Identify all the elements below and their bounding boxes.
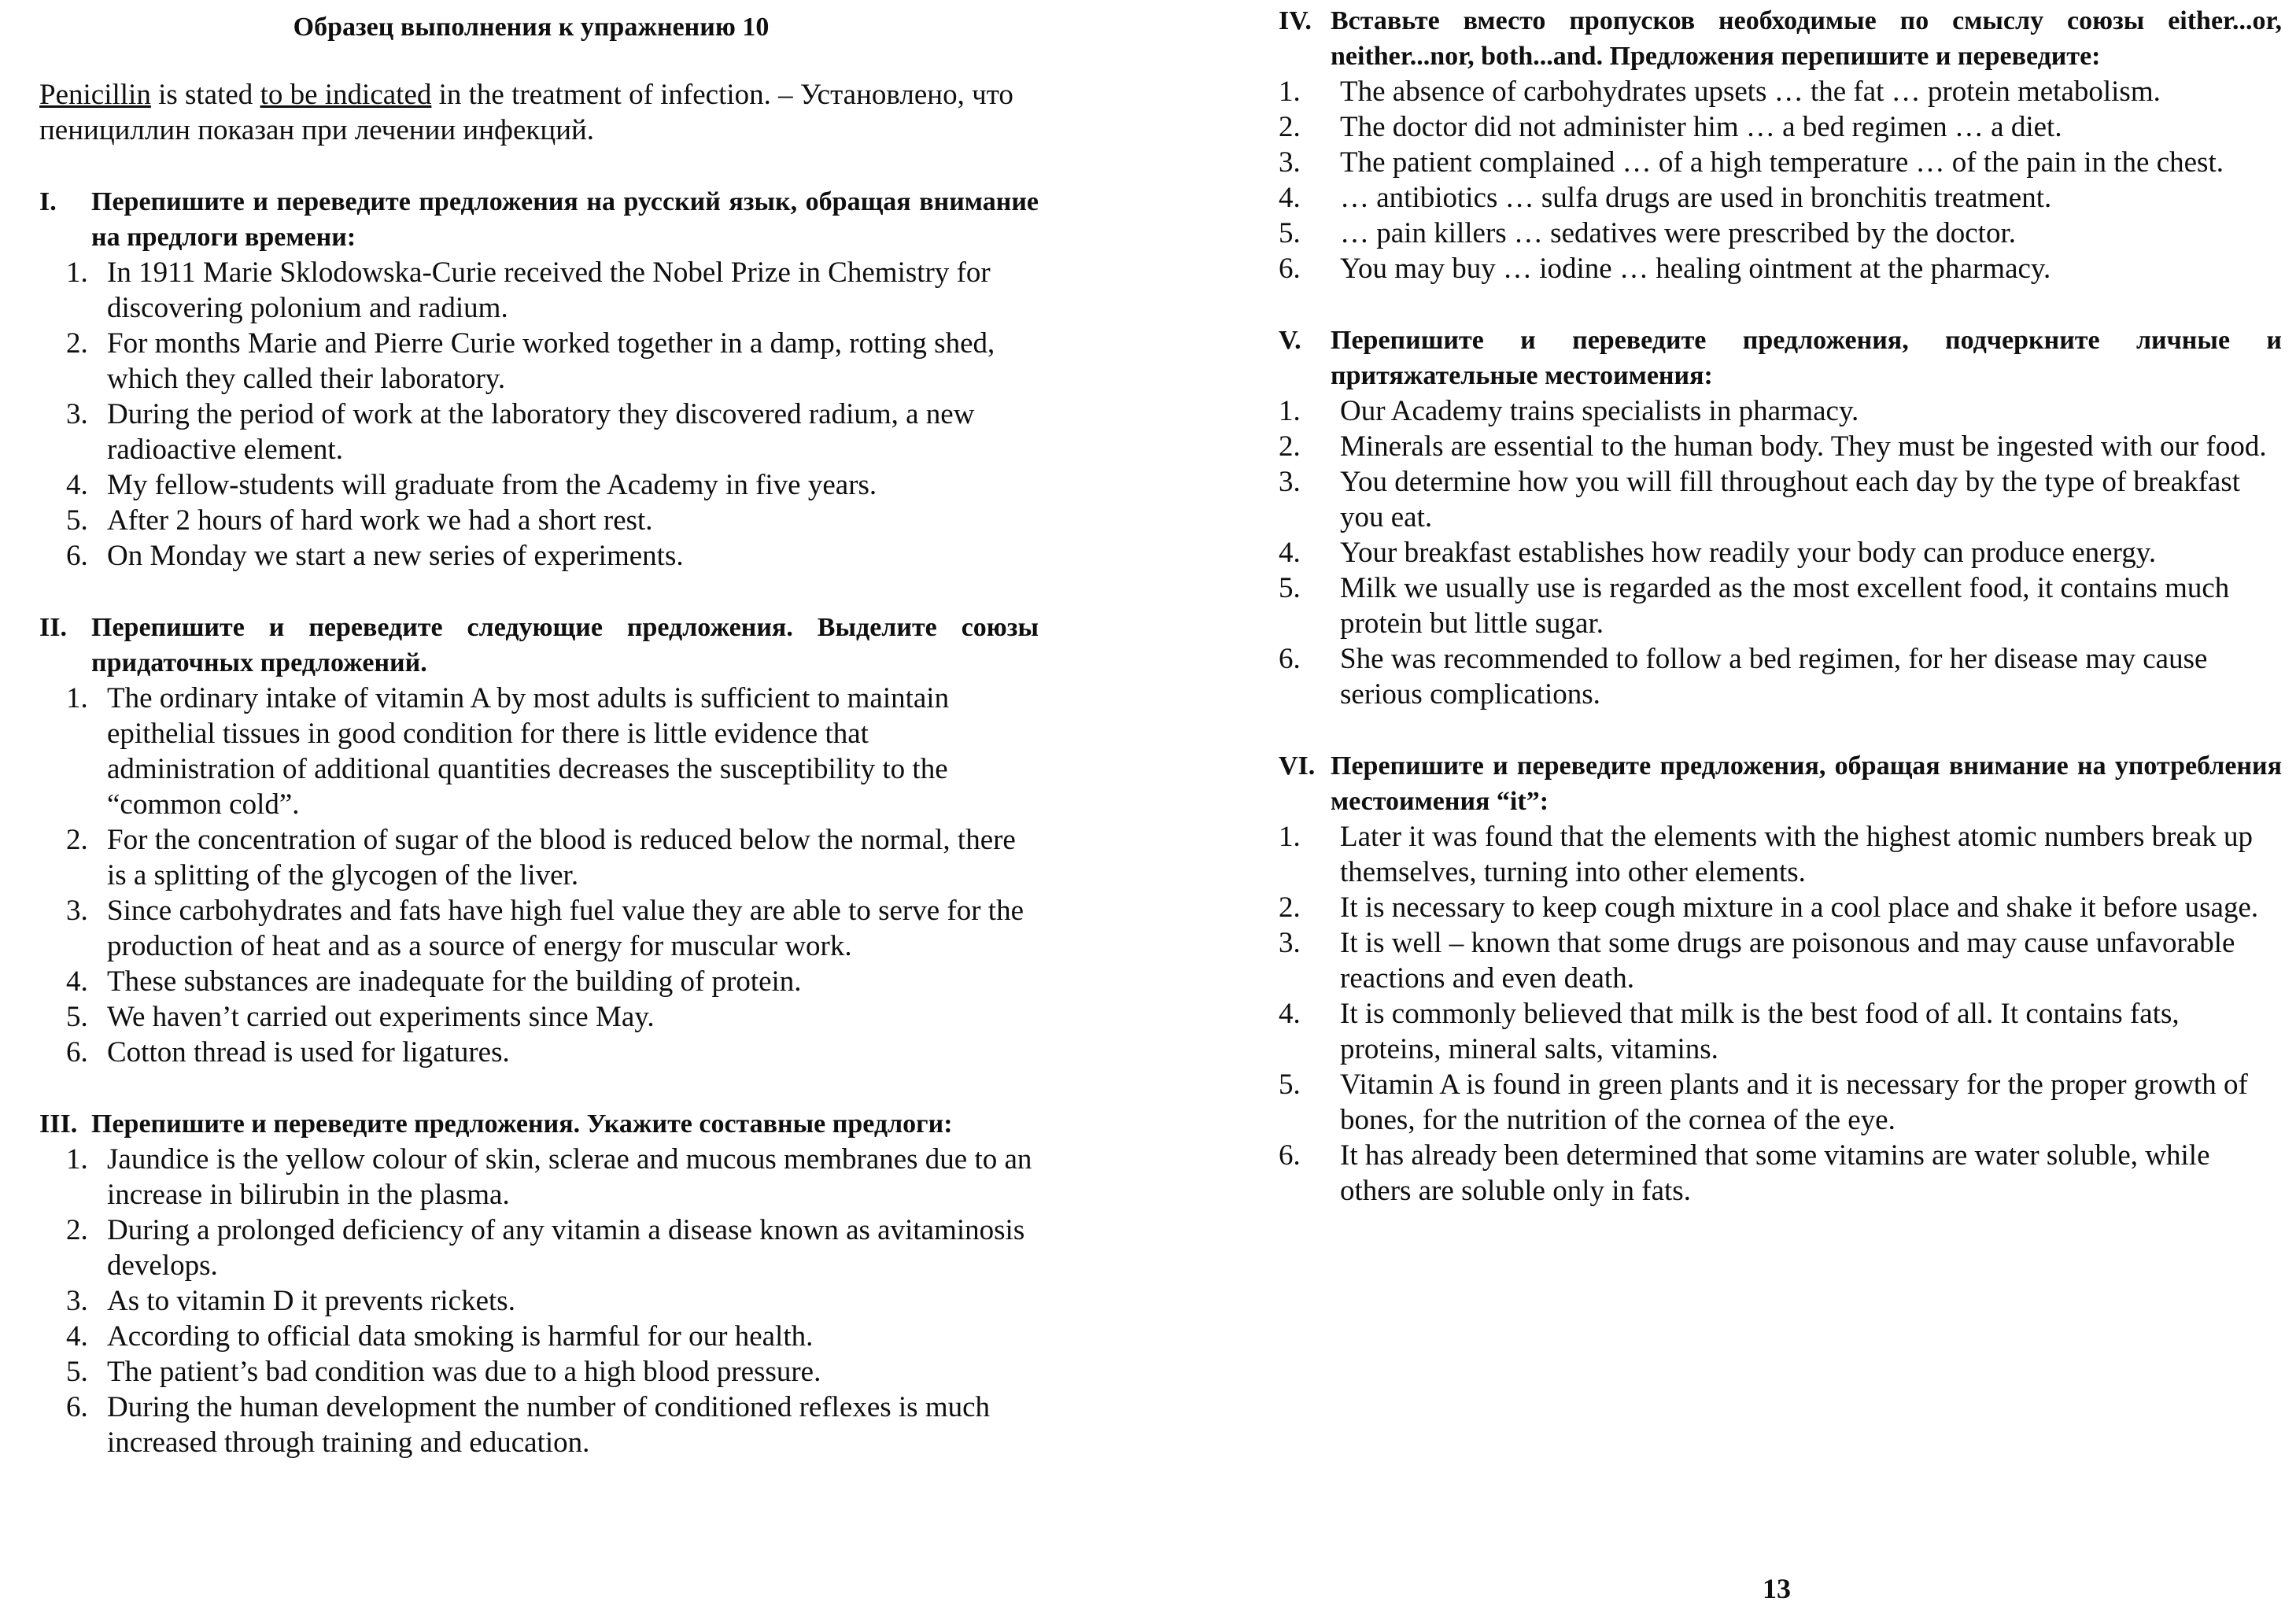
item-text: After 2 hours of hard work we had a short rest. — [107, 504, 653, 537]
sample-text-part: is stated — [150, 79, 260, 111]
exercise-item — [1279, 109, 2282, 145]
item-text: For months Marie and Pierre Curie worked together in a damp, rotting shed, which they called their laboratory. — [107, 327, 995, 395]
item-text: Milk we usually use is regarded as the most excellent food, it contains much protein but little sugar. — [1340, 572, 2230, 640]
exercise-item — [39, 681, 1039, 822]
exercise-item — [39, 893, 1039, 964]
item-number: 5. — [1279, 572, 1301, 604]
item-text: It is necessary to keep cough mixture in a cool place and shake it before usage. — [1340, 891, 2259, 924]
item-number: 3. — [66, 398, 88, 430]
exercise-item — [1279, 1138, 2282, 1209]
item-number: 4. — [66, 965, 88, 998]
item-number: 6. — [66, 1036, 88, 1069]
exercise-item — [39, 999, 1039, 1035]
exercise-instruction: Перепишите и переведите предложения, подчеркните личные и притяжательные местоимения: — [1331, 326, 2282, 390]
exercise-item — [1279, 464, 2282, 535]
item-number: 5. — [66, 1001, 88, 1033]
item-text: … antibiotics … sulfa drugs are used in bronchitis treatment. — [1340, 182, 2052, 214]
page-number: 13 — [1763, 1573, 1791, 1604]
exercise-item — [1279, 535, 2282, 570]
sample-example — [39, 77, 1039, 148]
item-number: 5. — [1279, 1069, 1301, 1101]
exercise-section-4 — [1279, 3, 2282, 286]
item-text: Jaundice is the yellow colour of skin, sclerae and mucous membranes due to an increase in bilirubin in the plasma. — [107, 1143, 1032, 1211]
exercise-numeral: I. — [39, 187, 57, 216]
item-text: Our Academy trains specialists in pharmacy. — [1340, 395, 1859, 427]
item-text: During the human development the number of conditioned reflexes is much increased through training and education. — [107, 1391, 991, 1459]
item-number: 1. — [1279, 76, 1301, 108]
exercise-item — [39, 1283, 1039, 1319]
exercise-instruction: Перепишите и переведите предложения, обращая внимание на употребления местоимения “it”: — [1331, 751, 2282, 816]
exercise-section-6 — [1279, 748, 2282, 1209]
item-text: Vitamin A is found in green plants and it is necessary for the proper growth of bones, for the nutrition of the cornea of the eye. — [1340, 1069, 2248, 1136]
exercise-instruction: Перепишите и переведите предложения. Укажите составные предлоги: — [91, 1109, 953, 1139]
exercise-item — [39, 1213, 1039, 1283]
item-text: Minerals are essential to the human body. They must be ingested with our food. — [1340, 430, 2267, 463]
exercise-numeral: III. — [39, 1109, 78, 1139]
item-number: 2. — [1279, 430, 1301, 463]
item-text: It is commonly believed that milk is the best food of all. It contains fats, proteins, mineral salts, vitamins. — [1340, 998, 2180, 1065]
item-text: You may buy … iodine … healing ointment at the pharmacy. — [1340, 253, 2051, 285]
exercise-item — [1279, 180, 2282, 216]
exercise-numeral: II. — [39, 613, 67, 642]
item-number: 1. — [1279, 395, 1301, 427]
item-text: Since carbohydrates and fats have high fuel value they are able to serve for the production of heat and as a source of energy for muscular work. — [107, 895, 1024, 962]
exercise-item — [39, 1390, 1039, 1460]
item-text: According to official data smoking is harmful for our health. — [107, 1320, 814, 1353]
item-text: … pain killers … sedatives were prescribed by the doctor. — [1340, 217, 2016, 249]
item-number: 4. — [66, 1320, 88, 1353]
item-number: 6. — [66, 540, 88, 572]
item-number: 4. — [1279, 998, 1301, 1030]
item-number: 3. — [1279, 146, 1301, 179]
exercise-item — [39, 467, 1039, 503]
exercise-item — [1279, 890, 2282, 925]
exercise-heading — [1279, 748, 2282, 819]
exercise-item — [39, 538, 1039, 574]
exercise-heading — [39, 184, 1039, 255]
exercise-item — [1279, 74, 2282, 109]
exercise-instruction: Вставьте вместо пропусков необходимые по смыслу союзы either...or, neither...nor, both...and. Предложения перепишите и переведите: — [1331, 6, 2282, 71]
item-number: 1. — [66, 257, 88, 289]
item-number: 4. — [66, 469, 88, 501]
item-number: 5. — [1279, 217, 1301, 249]
exercise-section-2 — [39, 610, 1039, 1070]
exercise-item — [1279, 570, 2282, 641]
exercise-item — [1279, 996, 2282, 1067]
item-number: 6. — [1279, 643, 1301, 675]
exercise-heading — [1279, 323, 2282, 393]
item-text: You determine how you will fill throughout each day by the type of breakfast you eat. — [1340, 466, 2241, 533]
exercise-section-5 — [1279, 323, 2282, 712]
item-text: Your breakfast establishes how readily your body can produce energy. — [1340, 537, 2157, 569]
item-text: We haven’t carried out experiments since May. — [107, 1001, 655, 1033]
right-page — [1279, 0, 2282, 1209]
item-text: Cotton thread is used for ligatures. — [107, 1036, 510, 1069]
exercise-item — [1279, 819, 2282, 890]
exercise-section-3 — [39, 1106, 1039, 1460]
exercise-list — [1279, 819, 2282, 1209]
item-text: The patient complained … of a high temperature … of the pain in the chest. — [1340, 146, 2224, 179]
exercise-heading — [39, 1106, 1039, 1142]
item-text: The patient’s bad condition was due to a high blood pressure. — [107, 1356, 821, 1388]
exercise-numeral: V. — [1279, 326, 1301, 355]
exercise-item — [39, 255, 1039, 326]
exercise-item — [1279, 393, 2282, 429]
exercise-heading — [39, 610, 1039, 681]
exercise-instruction: Перепишите и переведите следующие предложения. Выделите союзы придаточных предложений. — [91, 613, 1039, 677]
exercise-numeral: IV. — [1279, 6, 1312, 35]
exercise-item — [1279, 429, 2282, 464]
exercise-item — [1279, 1067, 2282, 1138]
item-text: The absence of carbohydrates upsets … the fat … protein metabolism. — [1340, 76, 2161, 108]
sample-title: Образец выполнения к упражнению 10 — [293, 13, 770, 42]
sample-text-part: in the treatment of infection. – Установлено, что пенициллин показан при лечении инфекций. — [39, 79, 1013, 146]
left-page — [39, 0, 1039, 1460]
item-number: 3. — [1279, 927, 1301, 959]
item-text: My fellow-students will graduate from the Academy in five years. — [107, 469, 877, 501]
item-text: For the concentration of sugar of the blood is reduced below the normal, there is a splitting of the glycogen of the liver. — [107, 824, 1016, 891]
item-number: 5. — [66, 504, 88, 537]
sample-underlined-subject: Penicillin — [39, 79, 151, 111]
sample-underlined-infinitive: to be indicated — [260, 79, 432, 111]
item-number: 3. — [66, 1285, 88, 1317]
item-text: The ordinary intake of vitamin A by most adults is sufficient to maintain epithelial tissues in good condition for there is little evidence that administration of additional quantities decreases the susceptibility to the “common cold”. — [107, 682, 950, 821]
exercise-item — [39, 1142, 1039, 1213]
exercise-numeral: VI. — [1279, 751, 1316, 781]
item-number: 6. — [66, 1391, 88, 1423]
item-number: 6. — [1279, 1139, 1301, 1172]
exercise-item — [39, 1319, 1039, 1354]
item-number: 2. — [1279, 111, 1301, 143]
item-number: 4. — [1279, 182, 1301, 214]
item-number: 2. — [1279, 891, 1301, 924]
exercise-item — [1279, 251, 2282, 286]
item-number: 1. — [66, 682, 88, 714]
item-number: 4. — [1279, 537, 1301, 569]
exercise-item — [39, 822, 1039, 893]
item-number: 1. — [66, 1143, 88, 1176]
item-number: 1. — [1279, 821, 1301, 853]
exercise-list — [39, 681, 1039, 1070]
exercise-list — [1279, 393, 2282, 712]
item-text: Later it was found that the elements with the highest atomic numbers break up themselves, turning into other elements. — [1340, 821, 2254, 888]
exercise-list — [39, 1142, 1039, 1460]
exercise-item — [1279, 145, 2282, 180]
item-text: It is well – known that some drugs are poisonous and may cause unfavorable reactions and even death. — [1340, 927, 2235, 995]
item-number: 3. — [66, 895, 88, 927]
item-number: 6. — [1279, 253, 1301, 285]
exercise-list — [39, 255, 1039, 574]
item-text: During the period of work at the laboratory they discovered radium, a new radioactive element. — [107, 398, 975, 466]
exercise-section-1 — [39, 184, 1039, 574]
item-number: 2. — [66, 824, 88, 856]
item-text: On Monday we start a new series of experiments. — [107, 540, 684, 572]
exercise-heading — [1279, 3, 2282, 74]
item-text: In 1911 Marie Sklodowska-Curie received the Nobel Prize in Chemistry for discovering polonium and radium. — [107, 257, 991, 324]
item-number: 5. — [66, 1356, 88, 1388]
exercise-item — [39, 1354, 1039, 1390]
item-number: 3. — [1279, 466, 1301, 498]
item-number: 2. — [66, 1214, 88, 1246]
item-text: These substances are inadequate for the building of protein. — [107, 965, 802, 998]
exercise-item — [39, 503, 1039, 538]
item-text: It has already been determined that some vitamins are water soluble, while others are soluble only in fats. — [1340, 1139, 2210, 1207]
exercise-item — [39, 397, 1039, 467]
exercise-list — [1279, 74, 2282, 286]
exercise-item — [39, 964, 1039, 999]
exercise-item — [1279, 925, 2282, 996]
item-text: During a prolonged deficiency of any vitamin a disease known as avitaminosis develops. — [107, 1214, 1025, 1282]
item-text: The doctor did not administer him … a bed regimen … a diet. — [1340, 111, 2062, 143]
exercise-item — [39, 326, 1039, 397]
exercise-item — [1279, 641, 2282, 712]
item-text: She was recommended to follow a bed regimen, for her disease may cause serious complications. — [1340, 643, 2208, 711]
item-text: As to vitamin D it prevents rickets. — [107, 1285, 515, 1317]
exercise-item — [39, 1035, 1039, 1070]
exercise-instruction: Перепишите и переведите предложения на русский язык, обращая внимание на предлоги времени: — [91, 187, 1039, 252]
exercise-item — [1279, 216, 2282, 251]
item-number: 2. — [66, 327, 88, 360]
